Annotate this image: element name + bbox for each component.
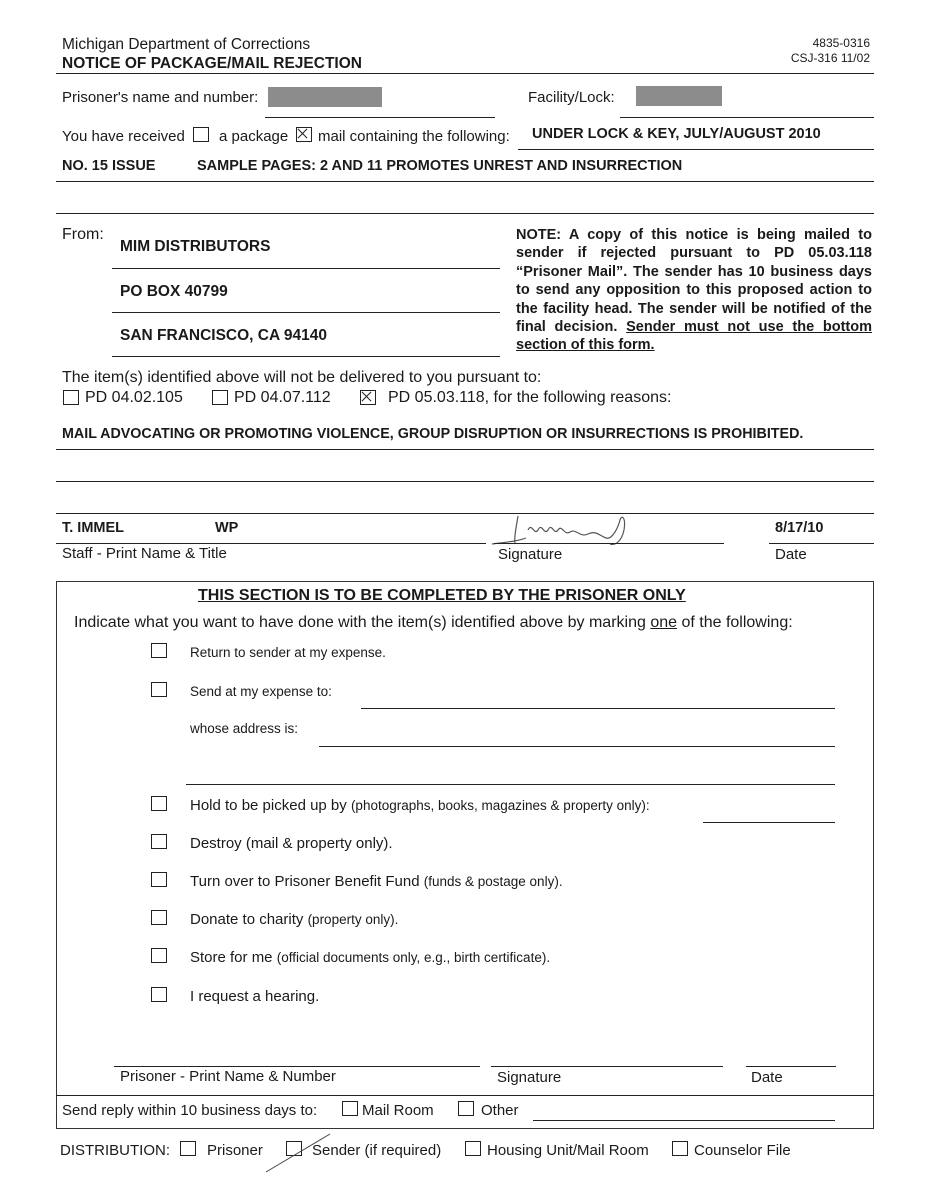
donate-charity-checkbox[interactable] [151, 910, 167, 925]
instruction-text-a: Indicate what you want to have done with the item(s) identified above by marking [74, 614, 651, 631]
from-line1: MIM DISTRIBUTORS [120, 238, 271, 255]
reason-rule-3 [56, 513, 874, 514]
reason-rule-2 [56, 481, 874, 482]
reply-label: Send reply within 10 business days to: [62, 1102, 318, 1119]
staff-date: 8/17/10 [775, 520, 824, 536]
facility-label: Facility/Lock: [528, 89, 615, 106]
send-at-expense-checkbox[interactable] [151, 682, 167, 697]
store-for-me-note: (official documents only, e.g., birth certificate). [276, 950, 551, 965]
staff-title: WP [215, 520, 239, 536]
form-code: CSJ-316 11/02 [790, 51, 870, 65]
rejection-reason: MAIL ADVOCATING OR PROMOTING VIOLENCE, GROUP DISRUPTION OR INSURRECTIONS IS PROHIBITED. [62, 426, 804, 442]
prisoner-section-heading: THIS SECTION IS TO BE COMPLETED BY THE PRISONER ONLY [198, 587, 686, 604]
other-label: Other [481, 1102, 519, 1119]
distribution-housing-checkbox[interactable] [465, 1141, 481, 1156]
prisoner-name-redacted [268, 87, 382, 107]
sender-note-warning: Sender must not use the bottom section of this form. [516, 319, 872, 354]
sender-note [516, 226, 872, 355]
prisoner-date-field[interactable] [746, 1066, 836, 1067]
header-divider [56, 73, 874, 74]
from-line2-rule [112, 312, 500, 313]
distribution-prisoner-label: Prisoner [207, 1142, 263, 1159]
reason-rule-1 [56, 449, 874, 450]
staff-name: T. IMMEL [62, 520, 125, 536]
instruction-text-b: of the following: [677, 614, 793, 631]
prisoner-name-field[interactable] [265, 117, 495, 118]
item-line2-rule [56, 181, 874, 182]
item-line1-rule [518, 149, 874, 150]
request-hearing-text: I request a hearing. [190, 988, 320, 1005]
store-for-me-label [190, 949, 550, 966]
pursuant-intro: The item(s) identified above will not be delivered to you pursuant to: [62, 369, 542, 386]
hold-for-pickup-text: Hold to be picked up by [190, 797, 351, 814]
pickup-by-field[interactable] [703, 822, 835, 823]
prisoner-signature-field[interactable] [491, 1066, 723, 1067]
staff-name-rule [56, 543, 486, 544]
address-label: whose address is: [190, 721, 299, 736]
return-to-sender-text: Return to sender at my expense. [190, 645, 386, 660]
benefit-fund-note: (funds & postage only). [423, 874, 563, 889]
hold-for-pickup-note: (photographs, books, magazines & property only): [350, 798, 650, 813]
pd-04-02-105-checkbox[interactable] [63, 390, 79, 405]
mail-item-details: SAMPLE PAGES: 2 AND 11 PROMOTES UNREST AND INSURRECTION [197, 158, 683, 174]
store-for-me-text: Store for me [190, 949, 277, 966]
instruction-text-one: one [650, 614, 678, 631]
mail-checkbox[interactable] [296, 127, 312, 142]
pd-04-07-112-checkbox[interactable] [212, 390, 228, 405]
from-line3: SAN FRANCISCO, CA 94140 [120, 327, 328, 344]
mail-item-line1: UNDER LOCK & KEY, JULY/AUGUST 2010 [532, 126, 821, 142]
package-label: a package [219, 128, 289, 145]
benefit-fund-checkbox[interactable] [151, 872, 167, 887]
prisoner-name-label: Prisoner's name and number: [62, 89, 259, 106]
form-title: NOTICE OF PACKAGE/MAIL REJECTION [62, 55, 362, 72]
donate-charity-text: Donate to charity [190, 911, 308, 928]
distribution-label: DISTRIBUTION: [60, 1142, 171, 1159]
request-hearing-checkbox[interactable] [151, 987, 167, 1002]
donate-charity-note: (property only). [307, 912, 399, 927]
sender-note-text: NOTE: A copy of this notice is being mailed to sender if rejected pursuant to PD 05.03.118 “Prisoner Mail”. The sender has 10 business days to send any opposition to this proposed action to the facility head. The sender will be notified of the final decision. [516, 227, 872, 336]
prisoner-date-label: Date [751, 1069, 783, 1086]
pd-05-03-118-checkbox[interactable] [360, 390, 376, 405]
pd-05-03-118-label: PD 05.03.118, for the following reasons: [388, 389, 672, 406]
return-to-sender-label [190, 644, 386, 661]
hold-for-pickup-label [190, 797, 650, 814]
distribution-sender-label: Sender (if required) [312, 1142, 442, 1159]
section-divider [56, 213, 874, 214]
from-line3-rule [112, 356, 500, 357]
from-label: From: [62, 226, 104, 243]
pd-04-02-105-label: PD 04.02.105 [85, 389, 183, 406]
staff-date-label: Date [775, 546, 807, 563]
reply-divider [56, 1095, 874, 1096]
distribution-counselor-checkbox[interactable] [672, 1141, 688, 1156]
mail-room-label: Mail Room [362, 1102, 434, 1119]
department-name: Michigan Department of Corrections [62, 36, 311, 53]
store-for-me-checkbox[interactable] [151, 948, 167, 963]
staff-signature-rule [494, 543, 724, 544]
destroy-label [190, 835, 393, 852]
send-at-expense-text: Send at my expense to: [190, 684, 332, 699]
return-to-sender-checkbox[interactable] [151, 643, 167, 658]
send-at-expense-label [190, 683, 332, 700]
distribution-counselor-label: Counselor File [694, 1142, 791, 1159]
other-field[interactable] [533, 1120, 835, 1121]
destroy-checkbox[interactable] [151, 834, 167, 849]
distribution-prisoner-checkbox[interactable] [180, 1141, 196, 1156]
from-line1-rule [112, 268, 500, 269]
pd-04-07-112-label: PD 04.07.112 [234, 389, 331, 406]
hold-for-pickup-checkbox[interactable] [151, 796, 167, 811]
destroy-text: Destroy (mail & property only). [190, 835, 393, 852]
prisoner-print-label: Prisoner - Print Name & Number [120, 1068, 336, 1085]
staff-signature-label: Signature [498, 546, 563, 563]
address-field-2[interactable] [186, 784, 835, 785]
from-line2: PO BOX 40799 [120, 283, 228, 300]
mail-room-checkbox[interactable] [342, 1101, 358, 1116]
request-hearing-label [190, 988, 319, 1005]
other-checkbox[interactable] [458, 1101, 474, 1116]
benefit-fund-label [190, 873, 563, 890]
received-label: You have received [62, 128, 185, 145]
prisoner-print-field[interactable] [114, 1066, 480, 1067]
facility-field[interactable] [620, 117, 874, 118]
donate-charity-label [190, 911, 398, 928]
distribution-housing-label: Housing Unit/Mail Room [487, 1142, 649, 1159]
send-to-field[interactable] [361, 708, 835, 709]
mail-label: mail containing the following: [318, 128, 510, 145]
mail-item-issue: NO. 15 ISSUE [62, 158, 156, 174]
address-field-1[interactable] [319, 746, 835, 747]
form-number: 4835-0316 [812, 36, 870, 50]
benefit-fund-text: Turn over to Prisoner Benefit Fund [190, 873, 424, 890]
staff-name-label: Staff - Print Name & Title [62, 545, 227, 562]
facility-redacted [636, 86, 722, 106]
prisoner-section [56, 581, 874, 1129]
staff-date-rule [769, 543, 874, 544]
prisoner-signature-label: Signature [497, 1069, 562, 1086]
package-checkbox[interactable] [193, 127, 209, 142]
prisoner-instruction [74, 614, 793, 632]
